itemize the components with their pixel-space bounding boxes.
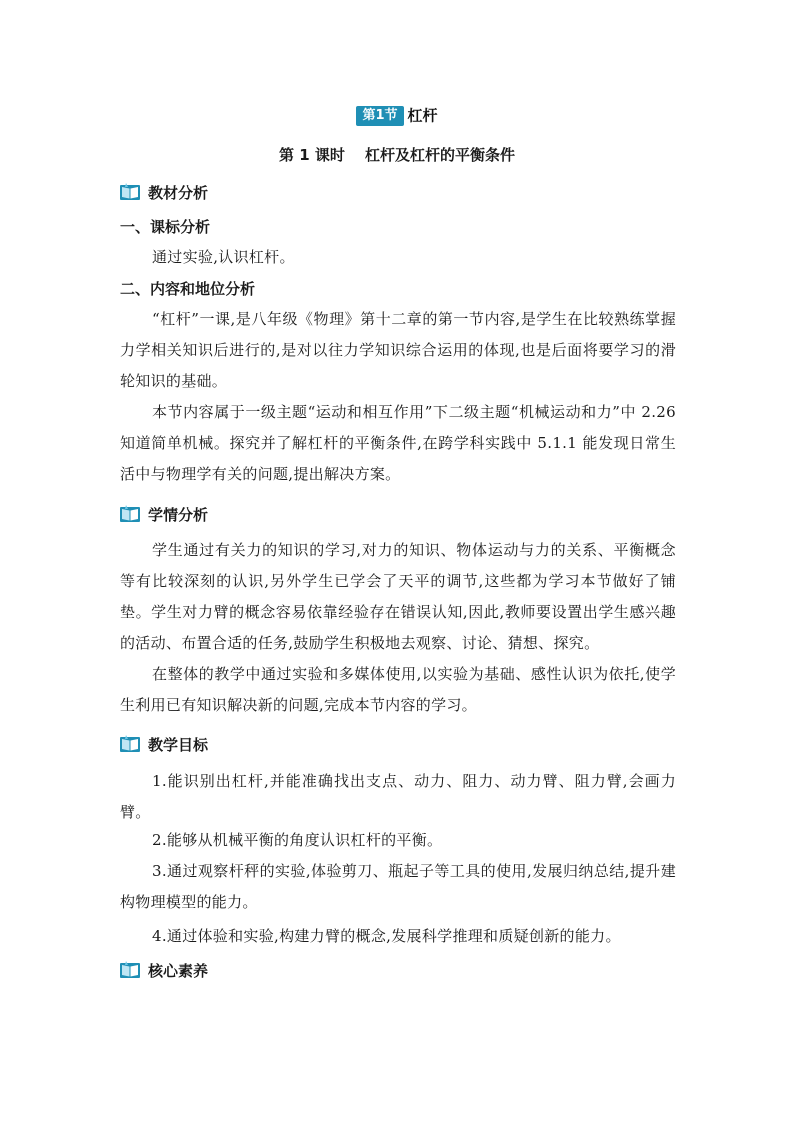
paragraph: “杠杆”一课,是八年级《物理》第十二章的第一节内容,是学生在比较熟练掌握力学相关知识后进行的,是对以往力学知识综合运用的体现,也是后面将要学习的滑轮知识的基础。 (120, 310, 676, 390)
heading-text: 学情分析 (148, 505, 209, 524)
section-badge: 第1节 (356, 106, 403, 126)
section-title (0, 104, 794, 127)
paragraph: 学生通过有关力的知识的学习,对力的知识、物体运动与力的关系、平衡概念等有比较深刻的认识,另外学生已学会了天平的调节,这些都为学习本节做好了铺垫。学生对力臂的概念容易依靠经验存在错误认知,因此,教师要设置出学生感兴趣的活动、布置合适的任务,鼓励学生积极地去观察、讨论、猜想、探究。 (120, 541, 676, 652)
heading-core-literacy (120, 958, 208, 982)
paragraph: 在整体的教学中通过实验和多媒体使用,以实验为基础、感性认识为依托,使学生利用已有知识解决新的问题,完成本节内容的学习。 (120, 665, 676, 714)
heading-text: 教材分析 (148, 183, 209, 202)
lesson-number: 第 1 课时 (279, 146, 345, 164)
goal-item: 2.能够从机械平衡的角度认识杠杆的平衡。 (152, 831, 443, 849)
heading-teaching-goals (120, 732, 208, 756)
heading-textbook-analysis (120, 180, 208, 204)
book-icon (120, 183, 140, 201)
book-icon (120, 505, 140, 523)
heading-text: 核心素养 (148, 961, 209, 980)
paragraph: 本节内容属于一级主题“运动和相互作用”下二级主题“机械运动和力”中 2.26 知道简单机械。探究并了解杠杆的平衡条件,在跨学科实践中 5.1.1 能发现日常生活中与物理学有关的问题,提出解决方案。 (120, 403, 676, 483)
goal-item: 1.能识别出杠杆,并能准确找出支点、动力、阻力、动力臂、阻力臂,会画力臂。 (120, 772, 676, 821)
lesson-name: 杠杆及杠杆的平衡条件 (364, 146, 515, 164)
goal-item: 3.通过观察杆秤的实验,体验剪刀、瓶起子等工具的使用,发展归纳总结,提升建构物理模型的能力。 (120, 862, 676, 911)
goal-item: 4.通过体验和实验,构建力臂的概念,发展科学推理和质疑创新的能力。 (152, 927, 621, 945)
heading-text: 教学目标 (148, 735, 209, 754)
section-name: 杠杆 (407, 106, 438, 125)
subheading-content-position: 二、内容和地位分析 (120, 280, 256, 298)
book-icon (120, 735, 140, 753)
paragraph: 通过实验,认识杠杆。 (152, 248, 295, 266)
book-icon (120, 961, 140, 979)
lesson-title (0, 144, 794, 166)
subheading-curriculum: 一、课标分析 (120, 218, 211, 236)
heading-student-analysis (120, 502, 208, 526)
